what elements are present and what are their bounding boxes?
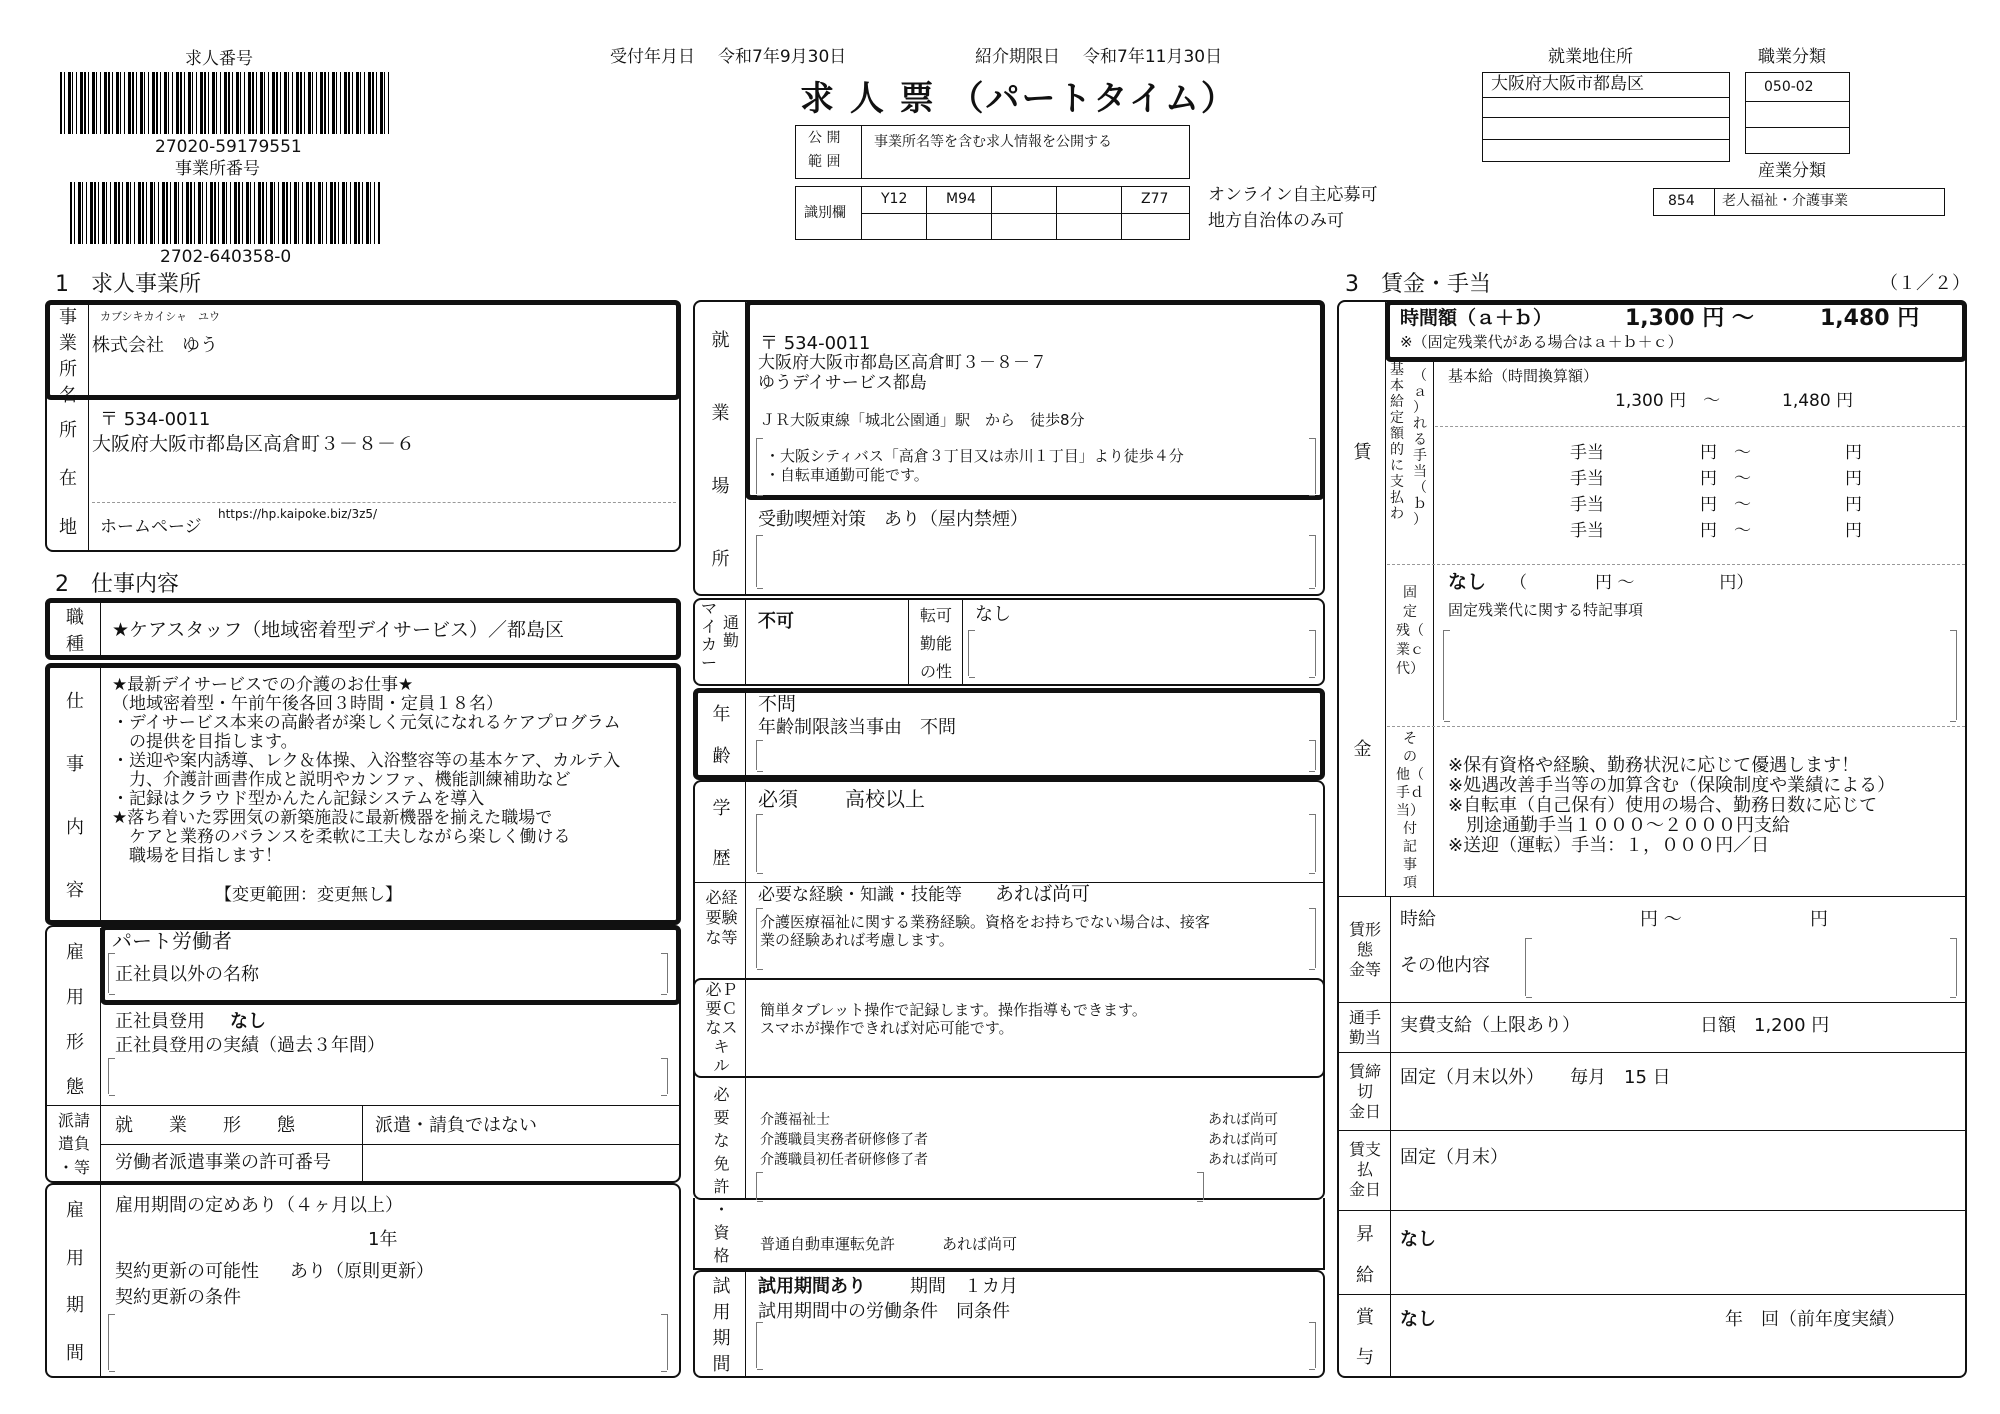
homepage-link[interactable]: https://hp.kaipoke.biz/3z5/: [218, 507, 378, 521]
allowance-2-max: 円: [1845, 469, 1862, 489]
transfer-label: 転可 勤能 の性: [919, 605, 952, 681]
allowance-2: 手当: [1570, 469, 1604, 489]
fixed-overtime-range: （ 円 ～ 円）: [1510, 573, 1754, 593]
base-side-label: （ ａ ） れ る 手 当 （ ｂ ）: [1413, 368, 1427, 528]
deadline-date-label: 紹介期限日: [975, 47, 1060, 67]
other-line: ※保有資格や経験、勤務状況に応じて優遇します！: [1448, 755, 1860, 776]
pc-skill-line-1: 簡単タブレット操作で記録します。操作指導もできます。: [760, 1001, 1147, 1019]
license-label: 必 要 な 免 許 ・ 資 格: [713, 1085, 730, 1265]
trial-period-length: 期間 １カ月: [910, 1276, 1018, 1297]
office-number-label: 事業所番号: [175, 159, 260, 179]
commute-allowance-label: 通手 勤当: [1348, 1008, 1381, 1047]
commute-allowance: 実費支給（上限あり）: [1400, 1015, 1580, 1036]
wage-payday-label: 賃支 払 金日: [1348, 1140, 1381, 1199]
wage-form-other: その他内容: [1400, 955, 1490, 976]
wage-form-label: 賃形 態 金等: [1348, 920, 1381, 979]
experience-label: 必経 要験 な等: [705, 888, 738, 947]
renewal-label: 契約更新の可能性: [115, 1261, 259, 1282]
job-number: 27020-59179551: [155, 137, 302, 157]
job-type-label: 職 種: [66, 606, 84, 656]
employment-type-label: 雇 用 形 態: [66, 941, 84, 1098]
publish-scope-text: 事業所名等を含む求人情報を公開する: [874, 134, 1112, 150]
allowance-side-label: 基 本 給 定 額 的 に 支 払 わ: [1390, 362, 1404, 522]
other-line: 別途通勤手当１０００～２０００円支給: [1448, 815, 1790, 836]
trial-period-condition: 試用期間中の労働条件 同条件: [758, 1301, 1010, 1322]
experience-head: 必要な経験・知識・技能等: [758, 885, 962, 905]
content-line: ケアと業務のバランスを柔軟に工夫しながら楽しく働ける: [112, 827, 571, 847]
hourly-wage-note: ※（固定残業代がある場合はａ＋ｂ＋ｃ）: [1400, 333, 1683, 351]
id-field-label: 識別欄: [804, 205, 846, 221]
smoking-policy: 受動喫煙対策 あり（屋内禁煙）: [758, 509, 1028, 530]
wage-form-min: 円 ～: [1640, 909, 1682, 930]
license-1: 介護福祉士: [760, 1112, 830, 1128]
wage-cutoff-label: 賃締 切 金日: [1348, 1062, 1381, 1121]
received-date-label: 受付年月日: [610, 47, 695, 67]
section-2-title: 2 仕事内容: [55, 572, 179, 597]
change-range: 【変更範囲：変更無し】: [215, 885, 402, 905]
allowance-1: 手当: [1570, 443, 1604, 463]
renewal: あり（原則更新）: [290, 1261, 434, 1282]
other-line: ※自転車（自己保有）使用の場合、勤務日数に応じて: [1448, 795, 1878, 816]
other-line: ※送迎（運転）手当：１，０００円／日: [1448, 835, 1770, 856]
employer-name: 株式会社 ゆう: [92, 335, 218, 356]
experience-line-2: 業の経験あれば考慮します。: [760, 931, 954, 949]
job-content-label: 仕 事 内 容: [66, 690, 84, 902]
fixed-overtime-side-label: 固 定 残（ 業ｃ 代）: [1396, 585, 1424, 677]
work-address-box: [1482, 72, 1730, 162]
allowance-4-max: 円: [1845, 521, 1862, 541]
other-allowance-text: [1448, 756, 1895, 856]
office-number: 2702-640358-0: [160, 247, 292, 267]
job-number-barcode: [60, 72, 390, 134]
id-code-5: Z77: [1141, 191, 1169, 207]
education-required: 必須: [758, 787, 798, 811]
raise: なし: [1400, 1229, 1436, 1250]
car-commute: 不可: [758, 611, 794, 632]
hourly-wage-max: 1,480 円: [1820, 306, 1920, 331]
renewal-condition-label: 契約更新の条件: [115, 1287, 241, 1308]
employer-address-label: 所 在 地: [59, 420, 77, 538]
allowance-4-min: 円 ～: [1700, 521, 1751, 541]
office-number-barcode: [70, 182, 380, 244]
employer-zip: 〒 534-0011: [100, 409, 211, 430]
job-number-label: 求人番号: [185, 49, 253, 69]
wage-cutoff-day: 毎月 15 日: [1570, 1067, 1671, 1088]
content-line: ・デイサービス本来の高齢者が楽しく元気になれるケアプログラム: [112, 713, 621, 733]
content-line: 力、介護計画書作成と説明やカンファ、機能訓練補助など: [112, 770, 571, 790]
experience-requirement: あれば尚可: [995, 883, 1091, 905]
dispatch-permit-label: 労働者派遣事業の許可番号: [115, 1152, 331, 1173]
other-line: ※処遇改善手当等の加算含む（保険制度や業績による）: [1448, 775, 1896, 796]
wage-form: 時給: [1400, 909, 1436, 930]
education-label: 学 歴: [712, 798, 731, 869]
hourly-wage-min: 1,300 円 ～: [1625, 306, 1754, 331]
homepage-label: ホームページ: [100, 517, 202, 537]
workplace-address: 大阪府大阪市都島区高倉町３－８－７: [758, 353, 1047, 373]
section-1-title: 1 求人事業所: [55, 272, 201, 297]
id-code-2: M94: [946, 191, 976, 207]
id-code-1: Y12: [881, 191, 908, 207]
allowance-3-max: 円: [1845, 495, 1862, 515]
workplace-name: ゆうデイサービス都島: [758, 373, 927, 393]
dispatch-label: 派請 遣負 ・等: [57, 1111, 90, 1177]
wage-cutoff: 固定（月末以外）: [1400, 1067, 1544, 1088]
workplace-zip: 〒 534-0011: [760, 333, 871, 354]
job-class-box: [1745, 72, 1850, 154]
work-form-label: 就 業 形 態: [115, 1115, 295, 1136]
experience-line-1: 介護医療福祉に関する業務経験。資格をお持ちでない場合は、接客: [760, 913, 1210, 931]
fixed-overtime-note-label: 固定残業代に関する特記事項: [1448, 601, 1644, 619]
industry-class-box: [1653, 188, 1945, 216]
content-line: ・記録はクラウド型かんたん記録システムを導入: [112, 789, 485, 809]
commute-allowance-max: 日額 1,200 円: [1700, 1015, 1830, 1036]
content-line: の提供を目指します。: [112, 732, 298, 752]
base-wage-label: 基本給（時間換算額）: [1448, 367, 1599, 385]
employment-type: パート労働者: [112, 929, 232, 953]
wage-payday: 固定（月末）: [1400, 1147, 1508, 1168]
other-allowance-side-label: そ の 他（ 手ｄ 当） 付 記 事 項: [1396, 731, 1424, 891]
workplace-label: 就 業 場 所: [711, 329, 730, 570]
industry-class-label: 産業分類: [1758, 161, 1826, 181]
license-1-req: あれば尚可: [1208, 1112, 1278, 1128]
work-address: 大阪府大阪市都島区: [1491, 74, 1644, 94]
bonus-label: 賞 与: [1356, 1307, 1374, 1368]
allowance-3: 手当: [1570, 495, 1604, 515]
publish-scope-box: 公 開 範 囲 事業所名等を含む求人情報を公開する: [795, 125, 1190, 179]
job-content-text: [112, 676, 621, 866]
raise-label: 昇 給: [1356, 1223, 1374, 1286]
regular-conversion-record: 正社員登用の実績（過去３年間）: [115, 1035, 385, 1056]
work-address-label: 就業地住所: [1548, 47, 1633, 67]
driver-license: 普通自動車運転免許: [760, 1235, 896, 1253]
trial-period: 試用期間あり: [758, 1276, 866, 1297]
age: 不問: [758, 693, 797, 715]
note-local: 地方自治体のみ可: [1208, 211, 1344, 231]
id-field-box: [795, 186, 1190, 240]
license-3-req: あれば尚可: [1208, 1152, 1278, 1168]
content-line: 職場を目指します！: [112, 846, 282, 866]
content-line: （地域密着型・午前午後各回３時間・定員１８名）: [112, 694, 503, 714]
work-form: 派遣・請負ではない: [375, 1115, 537, 1136]
regular-conversion-label: 正社員登用: [115, 1011, 205, 1032]
regular-conversion: なし: [230, 1011, 266, 1032]
base-wage-min: 1,300 円 ～: [1615, 391, 1721, 411]
job-class-label: 職業分類: [1758, 47, 1826, 67]
pc-skill-line-2: スマホが操作できれば対応可能です。: [760, 1019, 1014, 1037]
wage-label: 賃 金: [1353, 441, 1372, 760]
workplace-bicycle: ・自転車通勤可能です。: [765, 466, 929, 484]
deadline-date: 令和7年11月30日: [1083, 47, 1223, 67]
content-line: ・送迎や案内誘導、レク＆体操、入浴整容等の基本ケア、カルテ入: [112, 751, 621, 771]
allowance-4: 手当: [1570, 521, 1604, 541]
license-3: 介護職員初任者研修修了者: [760, 1152, 928, 1168]
industry-name: 老人福祉・介護事業: [1722, 193, 1848, 209]
employer-kana: カブシキカイシャ ユウ: [100, 310, 221, 323]
hourly-wage-label: 時間額（ａ＋ｂ）: [1400, 307, 1553, 329]
wage-form-max: 円: [1810, 909, 1828, 930]
age-label: 年 齢: [712, 704, 731, 767]
pc-skill-label: 必Ｐ 要Ｃ なス キ ル: [705, 980, 738, 1075]
note-online: オンライン自主応募可: [1208, 185, 1378, 205]
employer-name-label: 事 業 所 名: [59, 307, 77, 406]
allowance-1-min: 円 ～: [1700, 443, 1751, 463]
driver-license-req: あれば尚可: [942, 1235, 1018, 1253]
employment-period: 雇用期間の定めあり（４ヶ月以上）: [115, 1195, 403, 1216]
allowance-3-min: 円 ～: [1700, 495, 1751, 515]
transfer: なし: [975, 604, 1011, 625]
workplace-access: ＪＲ大阪東線「城北公園通」駅 から 徒歩8分: [760, 411, 1085, 429]
employment-period-length: 1年: [368, 1229, 398, 1250]
license-2: 介護職員実務者研修修了者: [760, 1132, 928, 1148]
page-title: 求 人 票 （パートタイム）: [800, 79, 1237, 119]
bonus-record: 年 回（前年度実績）: [1725, 1309, 1905, 1330]
job-class: 050-02: [1764, 79, 1814, 95]
content-line: ★最新デイサービスでの介護のお仕事★: [112, 675, 414, 695]
employment-period-label: 雇 用 期 間: [66, 1199, 84, 1365]
age-limit: 年齢制限該当事由 不問: [758, 717, 956, 738]
bonus: なし: [1400, 1309, 1436, 1330]
employment-name: 正社員以外の名称: [115, 964, 259, 985]
workplace-bus: ・大阪シティバス「高倉３丁目又は赤川１丁目」より徒歩４分: [765, 447, 1184, 465]
fixed-overtime: なし: [1448, 571, 1487, 593]
education: 高校以上: [845, 787, 925, 811]
license-2-req: あれば尚可: [1208, 1132, 1278, 1148]
content-line: ★落ち着いた雰囲気の新築施設に最新機器を揃えた職場で: [112, 808, 553, 828]
section-3-title: 3 賃金・手当: [1345, 272, 1491, 297]
employer-address: 大阪府大阪市都島区高倉町３－８－６: [92, 433, 416, 455]
allowance-1-max: 円: [1845, 443, 1862, 463]
publish-scope-label: 公 開: [808, 130, 841, 146]
received-date: 令和7年9月30日: [718, 47, 847, 67]
page-number: （１／２）: [1880, 273, 1970, 294]
base-wage-max: 1,480 円: [1782, 391, 1854, 411]
car-commute-label: マイカー: [700, 599, 717, 672]
trial-period-label: 試 用 期 間: [712, 1276, 731, 1375]
job-type: ★ケアスタッフ（地域密着型デイサービス）／都島区: [112, 619, 564, 641]
allowance-2-min: 円 ～: [1700, 469, 1751, 489]
industry-code: 854: [1668, 193, 1695, 209]
